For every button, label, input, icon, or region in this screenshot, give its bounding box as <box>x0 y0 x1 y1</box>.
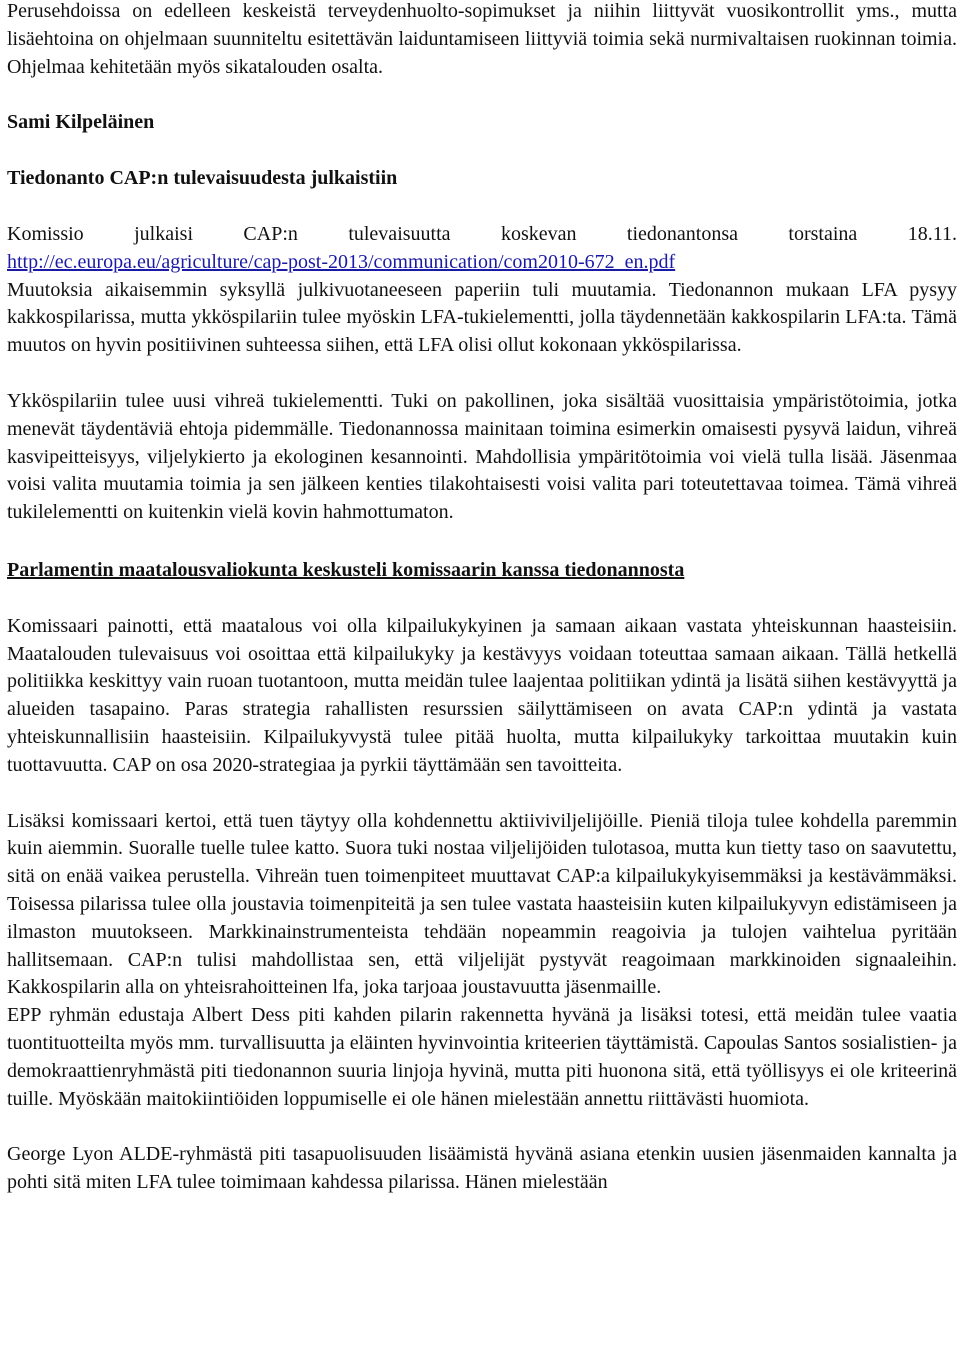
section-heading-cap-future: Tiedonanto CAP:n tulevaisuudesta julkaistiin <box>7 167 398 190</box>
paragraph-commissioner-emphasis: Komissaari painotti, että maatalous voi olla kilpailukykyinen ja samaan aikaan vastata yhteiskunnan haasteisiin. Maatalouden tulevaisuus voi osoittaa että kilpailukyky ja kestävyys voidaan toteuttaa samaan aikaan. Tällä hetkellä politiikka keskittyy vain ruoan tuotantoon, mutta meidän tulee laajentaa politiikan ydintä ja lisätä siihen kestävyyttä ja alueiden tasapaino. Paras strategia rahallisten resurssien säilyttämiseen on avata CAP:n ydintä ja vastata yhteiskunnallisiin haasteisiin. Kilpailukyvystä tulee pitää huolta, mutta kilpailukyky tarkoittaa muutakin kuin tuottavuutta. CAP on osa 2020-strategiaa ja pyrkii täyttämään sen tavoitteita. <box>7 614 957 776</box>
paragraph-alde-opinion: George Lyon ALDE-ryhmästä piti tasapuolisuuden lisäämistä hyvänä asiana etenkin uusien jäsenmaiden kannalta ja pohti sitä miten LFA tulee toimimaan kahdessa pilarissa. Hänen mielestään <box>7 1143 957 1194</box>
intro-paragraph: Perusehdoissa on edelleen keskeistä terveydenhuolto-sopimukset ja niihin liittyvät vuosikontrollit yms., mutta lisäehtoina on ohjelmaan suunniteltu esitettävän laiduntamiseen liittyviä toimia sekä nurmivaltaisen ruokinnan toimia. Ohjelmaa kehitetään myös sikatalouden osalta. <box>7 0 957 78</box>
paragraph-lfa-changes: Muutoksia aikaisemmin syksyllä julkivuotaneeseen paperiin tuli muutamia. Tiedonannon mukaan LFA pysyy kakkospilarissa, mutta ykköspilariin tulee myöskin LFA-tukielementti, jolla täydennetään kakkospilarin LFA:ta. Tämä muutos on hyvin positiivinen suhteessa siihen, että LFA olisi ollut kokonaan ykköspilarissa. <box>7 278 957 357</box>
document-page <box>7 0 957 1197</box>
section-heading-parliament: Parlamentin maatalousvaliokunta keskusteli komissaarin kanssa tiedonannosta <box>7 558 685 581</box>
author-name: Sami Kilpeläinen <box>7 111 155 134</box>
paragraph-green-element: Ykköspilariin tulee uusi vihreä tukielementti. Tuki on pakollinen, joka sisältää vuosittaisia ympäristötoimia, jotka menevät täydentäviä ehtoja pidemmälle. Tiedonannossa mainitaan toimina esimerkin omaisesti pysyvä laidun, vihreä kasvipeitteisyys, viljelykierto ja ekologinen kesannointi. Mahdollisia ympäritötoimia voi vielä tulla lisää. Jäsenmaa voisi valita muutamia toimia ja sen jälkeen kenties tilakohtaisesti voisi valita pari toteutettavaa toimea. Tämä vihreä tukilelementti on kuitenkin vielä kovin hahmottumaton. <box>7 389 957 524</box>
communication-link[interactable]: http://ec.europa.eu/agriculture/cap-post-2013/communication/com2010-672_en.pdf <box>7 250 676 273</box>
paragraph-group-opinions: EPP ryhmän edustaja Albert Dess piti kahden pilarin rakennetta hyvänä ja lisäksi totesi, että meidän tulee vaatia tuontituotteilta myös mm. turvallisuutta ja eläinten hyvinvointia kriteerien täyttämistä. Capoulas Santos sosialistien- ja demokraattienryhmästä piti tiedonannon suuria linjoja hyvinä, mutta piti huonona sitä, että työllisyys ei ole kriteerinä tuille. Myöskään maitokiintiöiden loppumiselle ei ole hänen mielestään annettu riittävästi huomiota. <box>7 1004 957 1110</box>
announcement-line: Komissio julkaisi CAP:n tulevaisuutta koskevan tiedonantonsa torstaina 18.11. <box>7 222 957 245</box>
paragraph-commissioner-details: Lisäksi komissaari kertoi, että tuen täytyy olla kohdennettu aktiiviviljelijöille. Pieniä tiloja tulee kohdella paremmin kuin aiemmin. Suoralle tuelle tulee katto. Suora tuki nostaa viljelijöiden tulotasoa, mutta kun tietty taso on saavutettu, sitä on enää vaikea perustella. Vihreän tuen toimenpiteet muuttavat CAP:a kilpailukykyisemmäksi ja kestävämmäksi. Toisessa pilarissa tulee olla joustavia toimenpiteitä ja sen tulee vastata haasteisiin kuten kilpailukyvyn edistämiseen ja ilmaston muutokseen. Markkinainstrumenteista tehdään nopeammin reagoivia ja tulojen vaihtelua pyritään hallitsemaan. CAP:n tulisi mahdollistaa sen, että viljelijät pystyvät reagoimaan markkinoiden signaaleihin. Kakkospilarin alla on yhteisrahoitteinen lfa, joka tarjoaa joustavuutta jäsenmaille. <box>7 809 957 999</box>
